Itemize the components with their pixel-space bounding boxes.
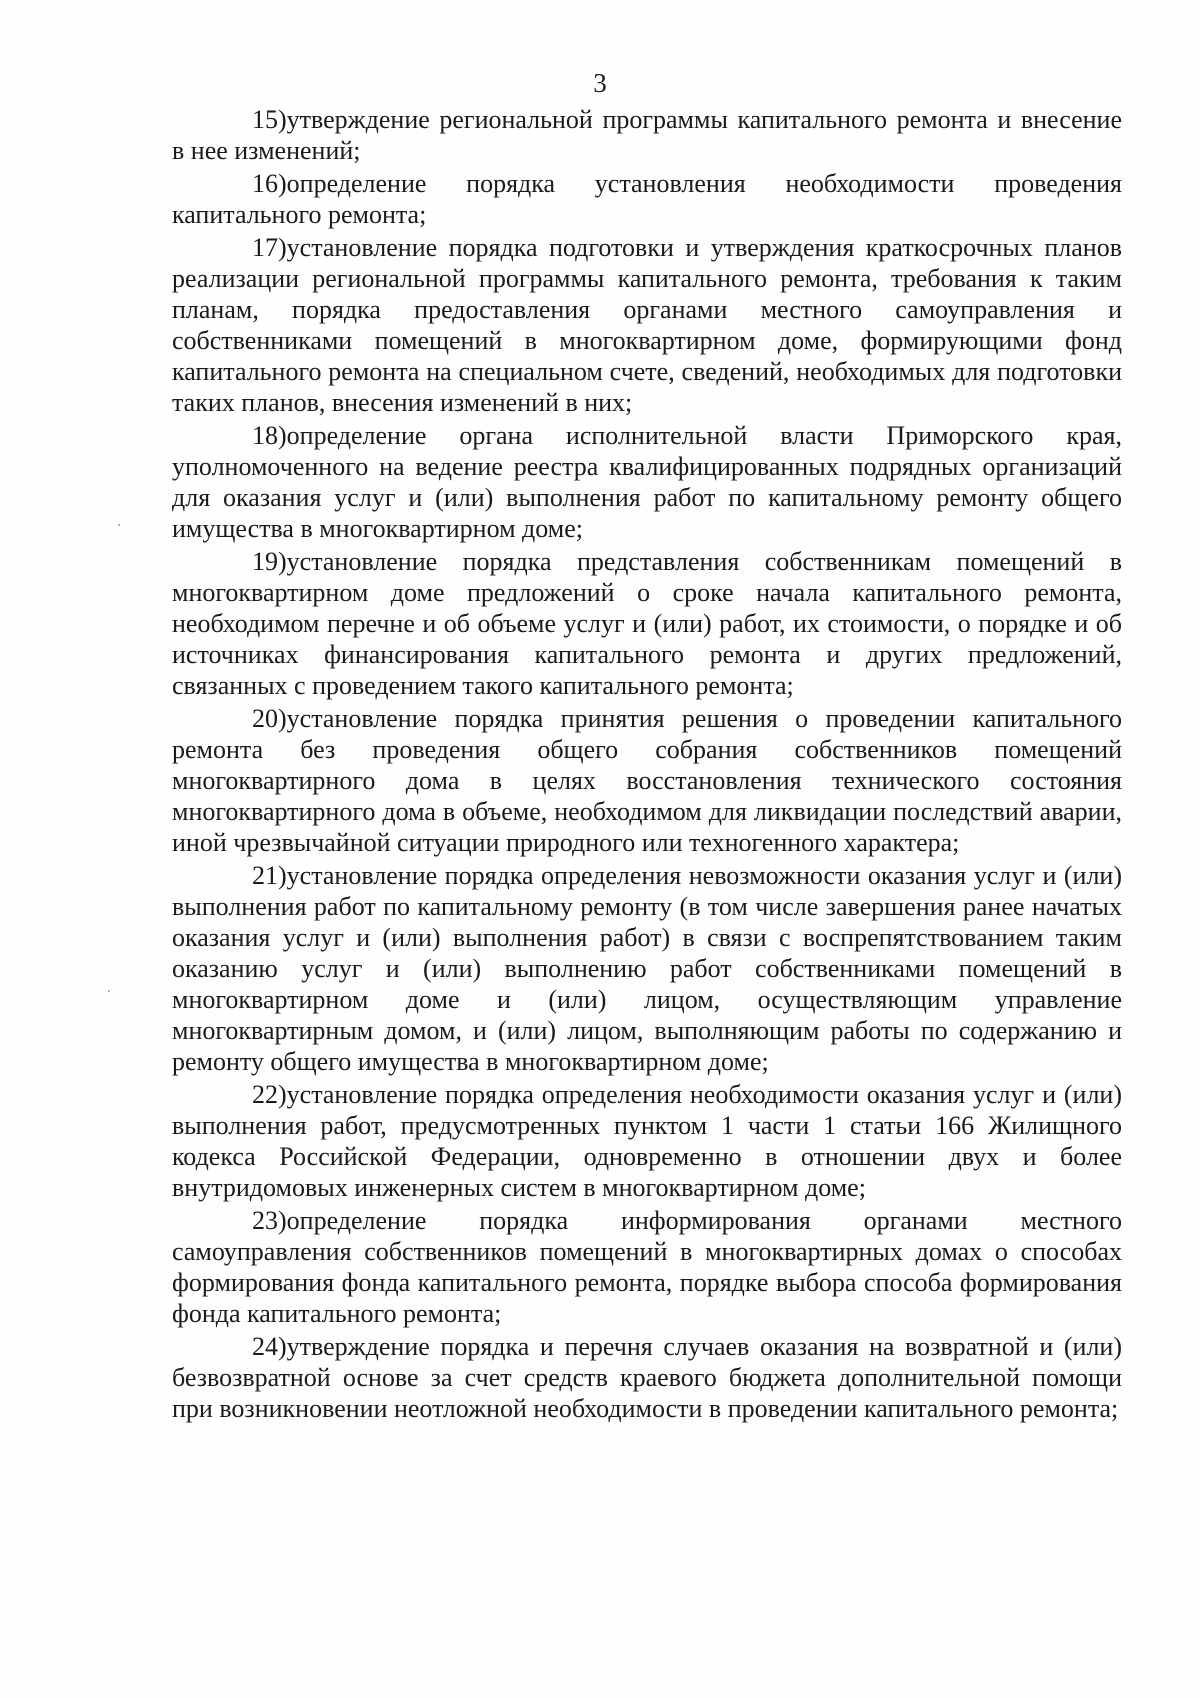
paragraph-16: 16)определение порядка установления необходимости проведения капитального ремонта; xyxy=(172,169,1122,229)
paragraph-20: 20)установление порядка принятия решения о проведении капитального ремонта без проведения общего собрания собственников помещений многоквартирного дома в целях восстановления технического состояния многоквартирного дома в объеме, необходимом для ликвидации последствий аварии, иной чрезвычайной ситуации природного или техногенного характера; xyxy=(172,704,1122,857)
page-number: 3 xyxy=(593,68,607,98)
paragraph-22: 22)установление порядка определения необходимости оказания услуг и (или) выполнения работ, предусмотренных пунктом 1 части 1 статьи 166 Жилищного кодекса Российской Федерации, одновременно в отношении двух и более внутридомовых инженерных систем в многоквартирном доме; xyxy=(172,1080,1122,1202)
paragraph-23: 23)определение порядка информирования органами местного самоуправления собственников помещений в многоквартирных домах о способах формирования фонда капитального ремонта, порядке выбора способа формирования фонда капитального ремонта; xyxy=(172,1206,1122,1328)
scan-speck xyxy=(118,524,120,526)
paragraph-18: 18)определение органа исполнительной власти Приморского края, уполномоченного на ведение реестра квалифицированных подрядных организаций для оказания услуг и (или) выполнения работ по капитальному ремонту общего имущества в многоквартирном доме; xyxy=(172,421,1122,543)
paragraph-21: 21)установление порядка определения невозможности оказания услуг и (или) выполнения работ по капитальному ремонту (в том числе завершения ранее начатых оказания услуг и (или) выполнения работ) в связи с воспрепятствованием таким оказанию услуг и (или) выполнению работ собственниками помещений в многоквартирном доме и (или) лицом, осуществляющим управление многоквартирным домом, и (или) лицом, выполняющим работы по содержанию и ремонту общего имущества в многоквартирном доме; xyxy=(172,861,1122,1076)
paragraph-24: 24)утверждение порядка и перечня случаев оказания на возвратной и (или) безвозвратной основе за счет средств краевого бюджета дополнительной помощи при возникновении неотложной необходимости в проведении капитального ремонта; xyxy=(172,1332,1122,1423)
paragraph-15: 15)утверждение региональной программы капитального ремонта и внесение в нее изменений; xyxy=(172,105,1122,165)
document-body xyxy=(172,104,1122,1424)
paragraph-17: 17)установление порядка подготовки и утверждения краткосрочных планов реализации региональной программы капитального ремонта, требования к таким планам, порядка предоставления органами местного самоуправления и собственниками помещений в многоквартирном доме, формирующими фонд капитального ремонта на специальном счете, сведений, необходимых для подготовки таких планов, внесения изменений в них; xyxy=(172,233,1122,417)
scan-speck xyxy=(108,990,110,992)
paragraph-19: 19)установление порядка представления собственникам помещений в многоквартирном доме предложений о сроке начала капитального ремонта, необходимом перечне и об объеме услуг и (или) работ, их стоимости, о порядке и об источниках финансирования капитального ремонта и других предложений, связанных с проведением такого капитального ремонта; xyxy=(172,547,1122,700)
